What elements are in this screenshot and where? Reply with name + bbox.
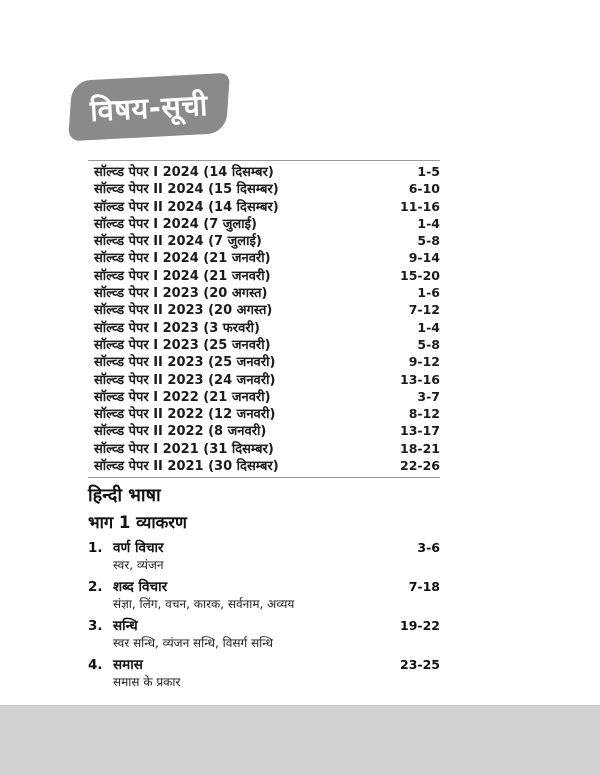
toc-row-label: सॉल्व्ड पेपर II 2022 (12 जनवरी)	[94, 407, 276, 423]
toc-row-label: सॉल्व्ड पेपर I 2024 (21 जनवरी)	[94, 251, 271, 267]
toc-row	[88, 440, 440, 457]
toc-row-label: सॉल्व्ड पेपर II 2023 (25 जनवरी)	[94, 355, 276, 371]
toc-row-pages: 18-21	[400, 440, 440, 456]
toc-row	[88, 232, 440, 249]
toc-row-pages: 1-4	[417, 319, 440, 335]
toc-row	[88, 336, 440, 353]
chapter-subtopics: स्वर सन्धि, व्यंजन सन्धि, विसर्ग सन्धि	[113, 636, 273, 650]
chapter-list	[88, 539, 440, 690]
chapter-number: 2.	[88, 579, 103, 595]
chapter-title: वर्ण विचार	[113, 540, 164, 556]
toc-row	[88, 284, 440, 301]
toc-row-pages: 11-16	[400, 198, 440, 214]
chapter-number: 4.	[88, 657, 103, 673]
section-title: हिन्दी भाषा	[88, 485, 161, 506]
toc-row	[88, 371, 440, 388]
toc-row-label: सॉल्व्ड पेपर II 2022 (8 जनवरी)	[94, 424, 267, 440]
toc-row-label: सॉल्व्ड पेपर I 2023 (25 जनवरी)	[94, 337, 271, 353]
toc-row	[88, 353, 440, 370]
contents-title-badge	[68, 73, 230, 142]
chapter-head	[88, 578, 440, 596]
toc-row-pages: 9-14	[408, 250, 440, 266]
toc-row-pages: 5-8	[417, 336, 440, 352]
toc-row	[88, 198, 440, 215]
toc-row-label: सॉल्व्ड पेपर I 2021 (31 दिसम्बर)	[94, 441, 274, 457]
toc-row-label: सॉल्व्ड पेपर II 2024 (7 जुलाई)	[94, 234, 262, 250]
toc-row-label: सॉल्व्ड पेपर II 2023 (24 जनवरी)	[94, 372, 276, 388]
toc-row-pages: 13-16	[400, 371, 440, 387]
toc-row-label: सॉल्व्ड पेपर II 2021 (30 दिसम्बर)	[94, 459, 279, 475]
chapter-number: 1.	[88, 540, 103, 556]
toc-row	[88, 215, 440, 232]
toc-row-label: सॉल्व्ड पेपर I 2022 (21 जनवरी)	[94, 389, 271, 405]
chapter-entry	[88, 617, 440, 651]
toc-row-pages: 9-12	[408, 354, 440, 370]
chapter-title: समास	[113, 657, 143, 673]
toc-row-label: सॉल्व्ड पेपर I 2024 (14 दिसम्बर)	[94, 165, 274, 180]
chapter-pages: 23-25	[400, 657, 440, 672]
contents-title: विषय-सूची	[89, 87, 209, 128]
toc-row	[88, 457, 440, 474]
toc-row	[88, 319, 440, 336]
chapter-subtopics: स्वर, व्यंजन	[113, 558, 164, 572]
chapter-title: शब्द विचार	[113, 579, 168, 595]
chapter-number: 3.	[88, 618, 103, 634]
chapter-subtopics: संज्ञा, लिंग, वचन, कारक, सर्वनाम, अव्यय	[113, 597, 295, 611]
toc-row	[88, 267, 440, 284]
chapter-entry	[88, 578, 440, 612]
hindi-language-section	[88, 485, 440, 695]
toc-row-label: सॉल्व्ड पेपर I 2023 (20 अगस्त)	[94, 286, 268, 302]
footer-band	[0, 705, 600, 775]
toc-row-pages: 6-10	[408, 181, 440, 197]
toc-row-pages: 1-4	[417, 215, 440, 231]
toc-row	[88, 301, 440, 318]
toc-row-pages: 7-12	[408, 302, 440, 318]
chapter-head	[88, 617, 440, 635]
toc-row-label: सॉल्व्ड पेपर II 2023 (20 अगस्त)	[94, 303, 273, 319]
toc-row-pages: 8-12	[408, 406, 440, 422]
toc-row-label: सॉल्व्ड पेपर II 2024 (14 दिसम्बर)	[94, 199, 279, 215]
toc-row-pages: 5-8	[417, 233, 440, 249]
toc-row-label: सॉल्व्ड पेपर I 2024 (21 जनवरी)	[94, 268, 271, 284]
chapter-subtopics: समास के प्रकार	[113, 675, 181, 689]
toc-row	[88, 180, 440, 197]
chapter-pages: 7-18	[408, 579, 440, 594]
toc-row-pages: 1-5	[417, 164, 440, 179]
toc-row-pages: 3-7	[417, 388, 440, 404]
toc-row-pages: 13-17	[400, 423, 440, 439]
chapter-head	[88, 656, 440, 674]
toc-row-pages: 22-26	[400, 458, 440, 474]
toc-row-label: सॉल्व्ड पेपर I 2023 (3 फरवरी)	[94, 320, 260, 336]
chapter-title: सन्धि	[113, 618, 138, 634]
toc-row-pages: 15-20	[400, 267, 440, 283]
chapter-pages: 3-6	[417, 540, 440, 555]
solved-papers-list	[88, 160, 440, 478]
toc-row	[88, 249, 440, 266]
chapter-entry	[88, 656, 440, 690]
part-title: भाग 1 व्याकरण	[88, 513, 187, 532]
toc-row-label: सॉल्व्ड पेपर II 2024 (15 दिसम्बर)	[94, 182, 279, 198]
toc-row	[88, 422, 440, 439]
toc-row	[88, 388, 440, 405]
toc-row	[88, 405, 440, 422]
toc-row	[88, 163, 440, 180]
toc-row-pages: 1-6	[417, 285, 440, 301]
chapter-head	[88, 539, 440, 557]
chapter-pages: 19-22	[400, 618, 440, 633]
toc-row-label: सॉल्व्ड पेपर I 2024 (7 जुलाई)	[94, 216, 257, 232]
chapter-entry	[88, 539, 440, 573]
